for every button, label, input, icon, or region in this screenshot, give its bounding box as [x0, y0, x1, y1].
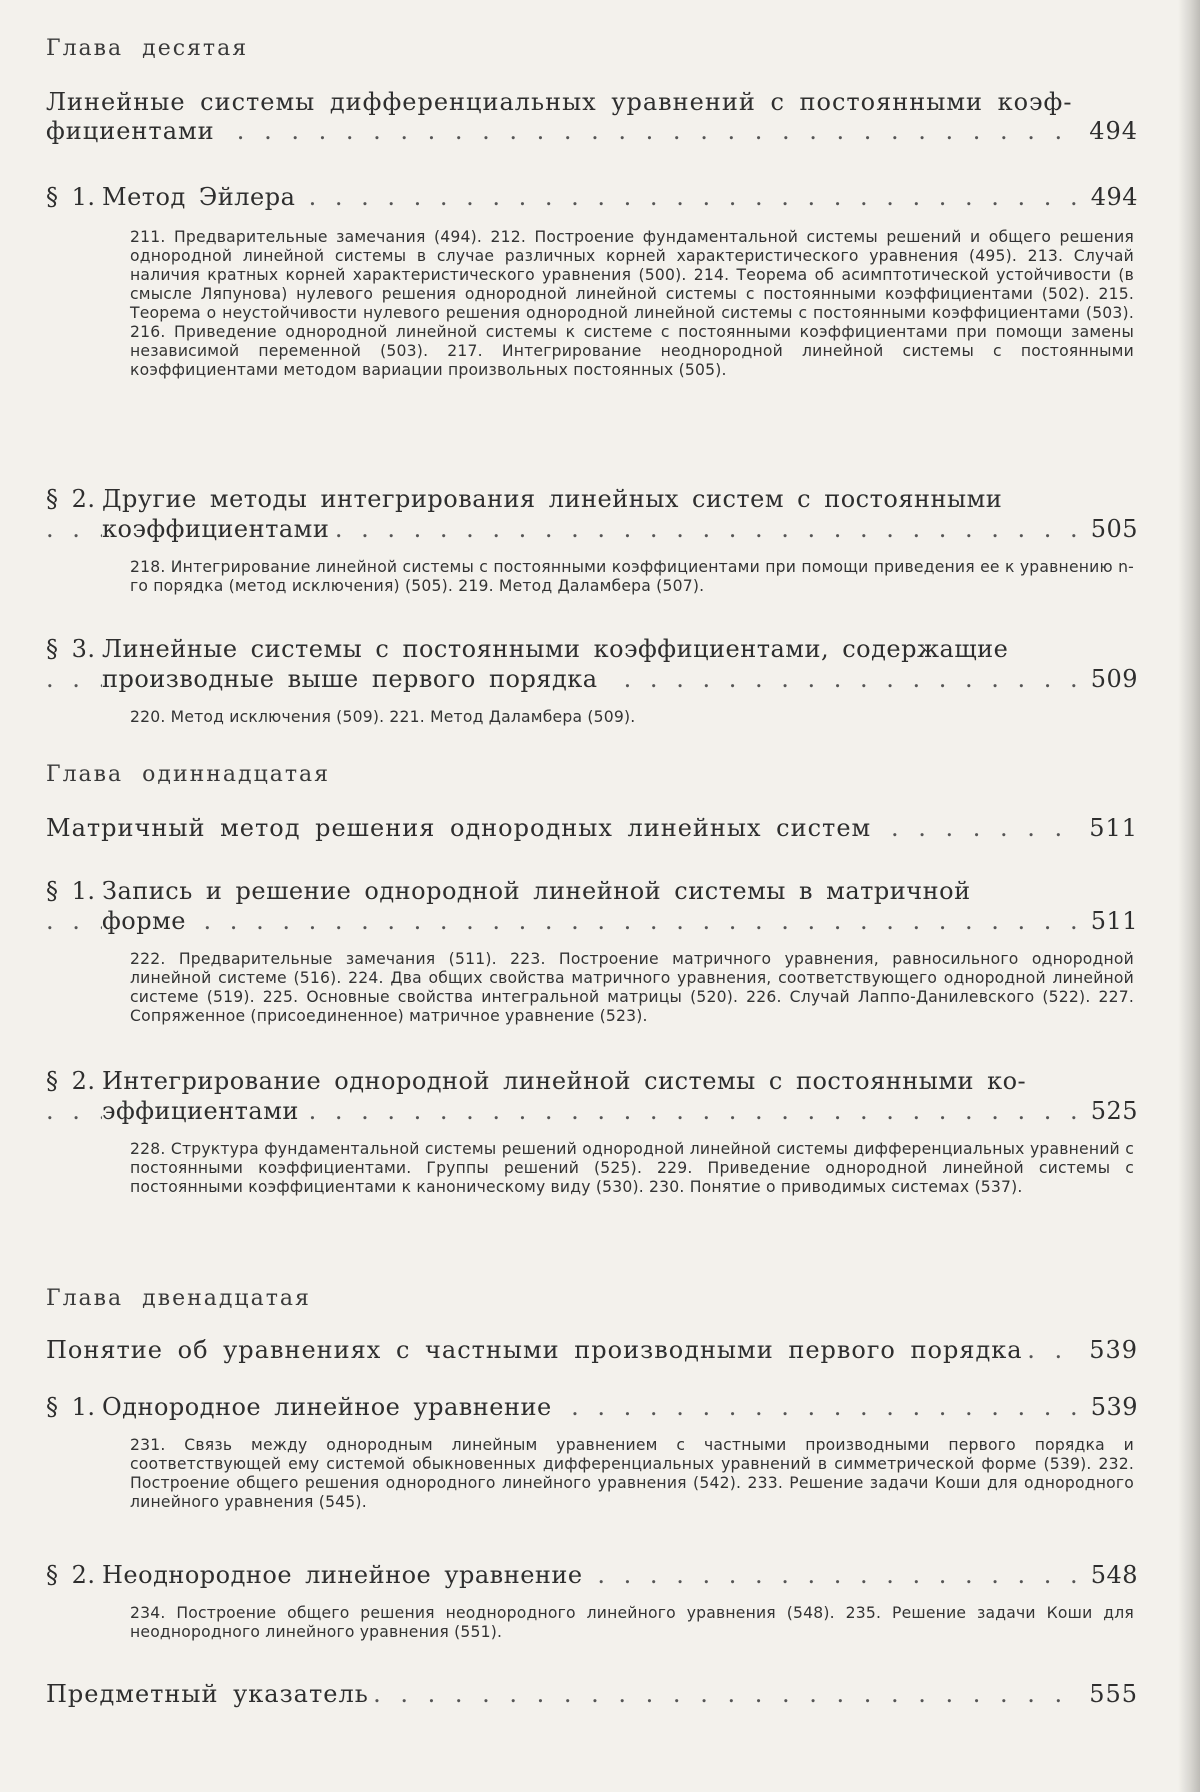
ch10-sec3: [46, 634, 1138, 727]
ch10-sec1-entry[interactable]: [46, 182, 1138, 212]
ch11-sec2-entry[interactable]: [46, 1096, 1138, 1126]
ch11-sec2-page: 525: [1090, 1097, 1138, 1125]
ch12-sec2-title: Неоднородное линейное уравнение: [102, 1561, 583, 1589]
ch11-sec2-num: § 2.: [46, 1067, 96, 1095]
ch12-sec1-page: 539: [1090, 1393, 1138, 1421]
ch10-sec2-title-line1: Другие методы интегрирования линейных систем с постоянными: [102, 485, 1003, 513]
chapter-10-title-block: [46, 88, 1138, 146]
ch11-sec1-page: 511: [1090, 907, 1138, 935]
chapter-10-page: 494: [1089, 117, 1138, 145]
ch12-sec2-page: 548: [1090, 1561, 1138, 1589]
chapter-10-label: Глава десятая: [46, 36, 249, 61]
ch10-sec3-num: § 3.: [46, 635, 96, 663]
ch12-sec1-entry[interactable]: [46, 1392, 1138, 1422]
ch12-sec2-summary: 234. Построение общего решения неоднородного линейного уравнения (548). 235. Решение задачи Коши для неоднородного линейного уравнения (551).: [130, 1604, 1134, 1641]
ch10-sec2-entry[interactable]: [46, 514, 1138, 544]
ch11-sec1-title-line1: Запись и решение однородной линейной системы в матричной: [102, 877, 971, 905]
ch10-sec2: [46, 484, 1138, 596]
index-title: Предметный указатель: [46, 1680, 375, 1708]
ch11-sec1: [46, 876, 1138, 1026]
ch12-sec2: [46, 1560, 1138, 1642]
ch12-sec1-summary: 231. Связь между однородным линейным уравнением с частными производными первого порядка и соответствующей ему системой обыкновенных дифференциальных уравнений в симметрической форме (539). 232. Построение общего решения однородного линейного уравнения (542). 233. Решение задачи Коши для однородного линейного уравнения (545).: [130, 1436, 1134, 1511]
ch10-sec1: [46, 182, 1138, 380]
ch10-sec1-page: 494: [1090, 183, 1138, 211]
chapter-11-label: Глава одиннадцатая: [46, 762, 331, 787]
ch10-sec3-summary: 220. Метод исключения (509). 221. Метод Даламбера (509).: [130, 708, 636, 726]
ch11-sec2-summary: 228. Структура фундаментальной системы решений однородной линейной системы дифференциальных уравнений с постоянными коэффициентами. Группы решений (525). 229. Приведение однородной линейной системы с постоянными коэффициентами к каноническому виду (530). 230. Понятие о приводимых системах (537).: [130, 1140, 1134, 1196]
chapter-11-entry[interactable]: [46, 814, 1138, 843]
ch12-sec2-num: § 2.: [46, 1561, 96, 1589]
ch12-sec2-entry[interactable]: [46, 1560, 1138, 1590]
chapter-11-page: 511: [1089, 814, 1138, 842]
page-spine-shadow: [1178, 0, 1200, 1792]
ch12-sec1-num: § 1.: [46, 1393, 96, 1421]
ch10-sec2-title-line2: коэффициентами: [102, 515, 335, 543]
chapter-12-title: Понятие об уравнениях с частными производными первого порядка: [46, 1336, 1029, 1364]
chapter-10-entry[interactable]: [46, 117, 1138, 146]
ch12-sec1: [46, 1392, 1138, 1512]
ch11-sec2-title-line2: эффициентами: [102, 1097, 305, 1125]
ch10-sec2-num: § 2.: [46, 485, 96, 513]
ch11-sec2-title-line1: Интегрирование однородной линейной системы с постоянными ко-: [102, 1067, 1027, 1095]
ch10-sec3-title-line1: Линейные системы с постоянными коэффициентами, содержащие: [102, 635, 1009, 663]
chapter-11-title: Матричный метод решения однородных линейных систем: [46, 814, 877, 842]
ch11-sec1-summary: 222. Предварительные замечания (511). 223. Построение матричного уравнения, равносильного однородной линейной системе (516). 224. Два общих свойства матричного уравнения, соответствующего однородной линейной системе (519). 225. Основные свойства интегральной матрицы (520). 226. Случай Лаппо-Данилевского (522). 227. Сопряженное (присоединенное) матричное уравнение (523).: [130, 950, 1134, 1025]
chapter-10-title-line1: Линейные системы дифференциальных уравнений с постоянными коэф-: [46, 88, 1073, 116]
chapter-12-title-block: [46, 1336, 1138, 1365]
ch11-sec1-entry[interactable]: [46, 906, 1138, 936]
ch11-sec2: [46, 1066, 1138, 1197]
index-entry[interactable]: [46, 1680, 1138, 1709]
chapter-10-title-line2: фициентами: [46, 117, 221, 145]
index-page: 555: [1089, 1680, 1138, 1708]
chapter-11-title-block: [46, 814, 1138, 843]
ch10-sec1-title: Метод Эйлера: [102, 183, 296, 211]
ch12-sec1-title: Однородное линейное уравнение: [102, 1393, 552, 1421]
ch10-sec3-title-line2: производные выше первого порядка: [102, 665, 604, 693]
ch10-sec3-entry[interactable]: [46, 664, 1138, 694]
ch10-sec1-summary: 211. Предварительные замечания (494). 212. Построение фундаментальной системы решений и общего решения однородной линейной системы в случае различных корней характеристического уравнения (495). 213. Случай наличия кратных корней характеристического уравнения (500). 214. Теорема об асимптотической устойчивости (в смысле Ляпунова) нулевого решения однородной линейной системы с постоянными коэффициентами (502). 215. Теорема о неустойчивости нулевого решения однородной линейной системы с постоянными коэффициентами (503). 216. Приведение однородной линейной системы к системе с постоянными коэффициентами при помощи замены независимой переменной (503). 217. Интегрирование неоднородной линейной системы с постоянными коэффициентами методом вариации произвольных постоянных (505).: [130, 228, 1134, 379]
ch10-sec2-page: 505: [1090, 515, 1138, 543]
chapter-12-page: 539: [1089, 1336, 1138, 1364]
ch11-sec1-num: § 1.: [46, 877, 96, 905]
ch11-sec1-title-line2: форме: [102, 907, 192, 935]
ch10-sec1-num: § 1.: [46, 183, 96, 211]
ch10-sec2-summary: 218. Интегрирование линейной системы с постоянными коэффициентами при помощи приведения ее к уравнению n-го порядка (метод исключения) (505). 219. Метод Даламбера (507).: [130, 558, 1134, 595]
index-block: [46, 1680, 1138, 1709]
toc-page: [46, 36, 1138, 1756]
chapter-12-label: Глава двенадцатая: [46, 1286, 311, 1311]
ch10-sec3-page: 509: [1090, 665, 1138, 693]
chapter-12-entry[interactable]: [46, 1336, 1138, 1365]
